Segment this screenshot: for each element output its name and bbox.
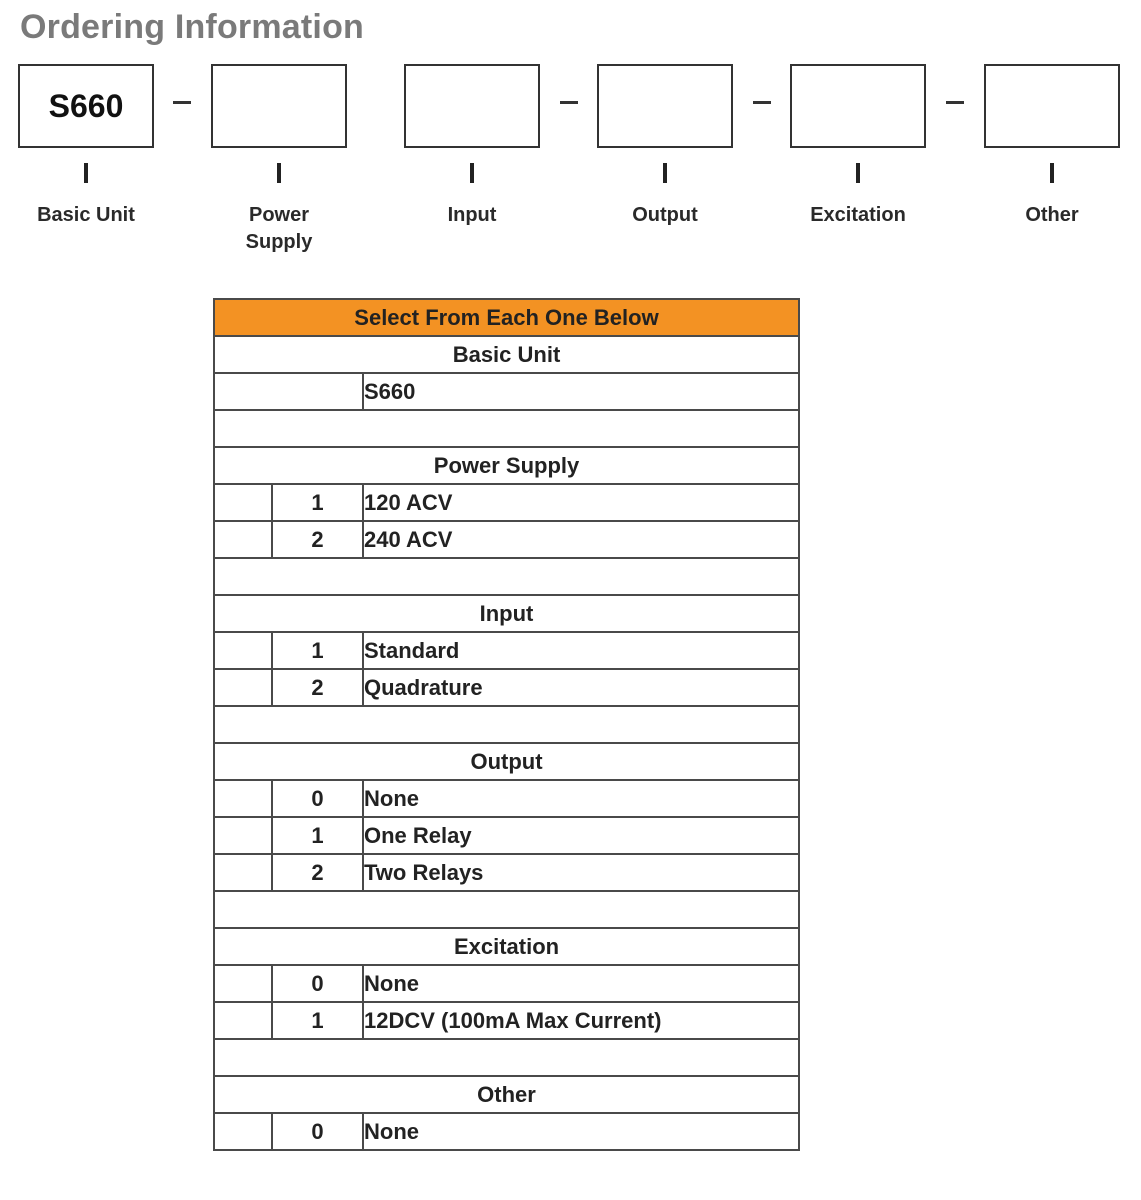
table-row bbox=[214, 965, 799, 1002]
spacer-row bbox=[214, 706, 799, 743]
option-code: 2 bbox=[272, 669, 363, 706]
option-code: 1 bbox=[272, 1002, 363, 1039]
empty-cell bbox=[214, 780, 272, 817]
connector-tick bbox=[663, 163, 667, 183]
section-title-power-supply: Power Supply bbox=[214, 447, 799, 484]
option-code: 0 bbox=[272, 780, 363, 817]
empty-cell bbox=[214, 965, 272, 1002]
connector-tick bbox=[277, 163, 281, 183]
section-title-input: Input bbox=[214, 595, 799, 632]
code-box-input[interactable] bbox=[404, 64, 540, 148]
spacer-row bbox=[214, 1039, 799, 1076]
option-desc: None bbox=[363, 965, 799, 1002]
code-box-excitation[interactable] bbox=[790, 64, 926, 148]
connector-tick bbox=[1050, 163, 1054, 183]
table-row bbox=[214, 521, 799, 558]
option-desc: Two Relays bbox=[363, 854, 799, 891]
option-desc: One Relay bbox=[363, 817, 799, 854]
code-box-power-supply[interactable] bbox=[211, 64, 347, 148]
option-desc: Standard bbox=[363, 632, 799, 669]
option-desc: 240 ACV bbox=[363, 521, 799, 558]
empty-cell bbox=[214, 521, 272, 558]
option-code: 1 bbox=[272, 484, 363, 521]
connector-tick bbox=[856, 163, 860, 183]
table-row bbox=[214, 817, 799, 854]
spacer-row bbox=[214, 891, 799, 928]
table-row bbox=[214, 780, 799, 817]
table-row bbox=[214, 373, 799, 410]
label-basic-unit: Basic Unit bbox=[37, 204, 135, 226]
option-desc: Quadrature bbox=[363, 669, 799, 706]
label-excitation: Excitation bbox=[810, 204, 906, 226]
option-desc: None bbox=[363, 780, 799, 817]
code-box-other[interactable] bbox=[984, 64, 1120, 148]
connector-tick bbox=[84, 163, 88, 183]
table-header: Select From Each One Below bbox=[214, 299, 799, 336]
label-power-supply-line2: Supply bbox=[245, 231, 313, 253]
option-code: 0 bbox=[272, 965, 363, 1002]
empty-cell bbox=[214, 1002, 272, 1039]
empty-cell bbox=[214, 484, 272, 521]
empty-cell bbox=[214, 1113, 272, 1150]
code-box-output[interactable] bbox=[597, 64, 733, 148]
dash-separator bbox=[946, 101, 964, 104]
dash-separator bbox=[560, 101, 578, 104]
empty-cell bbox=[214, 817, 272, 854]
option-desc: S660 bbox=[363, 373, 799, 410]
option-desc: None bbox=[363, 1113, 799, 1150]
selection-table bbox=[213, 298, 800, 1151]
option-code: 1 bbox=[272, 632, 363, 669]
empty-cell bbox=[214, 373, 363, 410]
table-row bbox=[214, 854, 799, 891]
page-title: Ordering Information bbox=[20, 8, 364, 46]
section-title-other: Other bbox=[214, 1076, 799, 1113]
option-desc: 120 ACV bbox=[363, 484, 799, 521]
table-row bbox=[214, 632, 799, 669]
label-power-supply bbox=[199, 202, 359, 256]
dash-separator bbox=[173, 101, 191, 104]
table-row bbox=[214, 1113, 799, 1150]
spacer-row bbox=[214, 558, 799, 595]
code-box-basic-unit[interactable]: S660 bbox=[18, 64, 154, 148]
option-code: 1 bbox=[272, 817, 363, 854]
empty-cell bbox=[214, 854, 272, 891]
table-row bbox=[214, 669, 799, 706]
label-output: Output bbox=[632, 204, 698, 226]
label-power-supply-line1: Power bbox=[248, 204, 310, 226]
empty-cell bbox=[214, 669, 272, 706]
option-desc: 12DCV (100mA Max Current) bbox=[363, 1002, 799, 1039]
table-row bbox=[214, 484, 799, 521]
option-code: 2 bbox=[272, 521, 363, 558]
section-title-basic-unit: Basic Unit bbox=[214, 336, 799, 373]
dash-separator bbox=[753, 101, 771, 104]
label-input: Input bbox=[447, 204, 497, 226]
connector-tick bbox=[470, 163, 474, 183]
empty-cell bbox=[214, 632, 272, 669]
spacer-row bbox=[214, 410, 799, 447]
option-code: 2 bbox=[272, 854, 363, 891]
label-other: Other bbox=[1025, 204, 1079, 226]
option-code: 0 bbox=[272, 1113, 363, 1150]
section-title-output: Output bbox=[214, 743, 799, 780]
table-row bbox=[214, 1002, 799, 1039]
section-title-excitation: Excitation bbox=[214, 928, 799, 965]
